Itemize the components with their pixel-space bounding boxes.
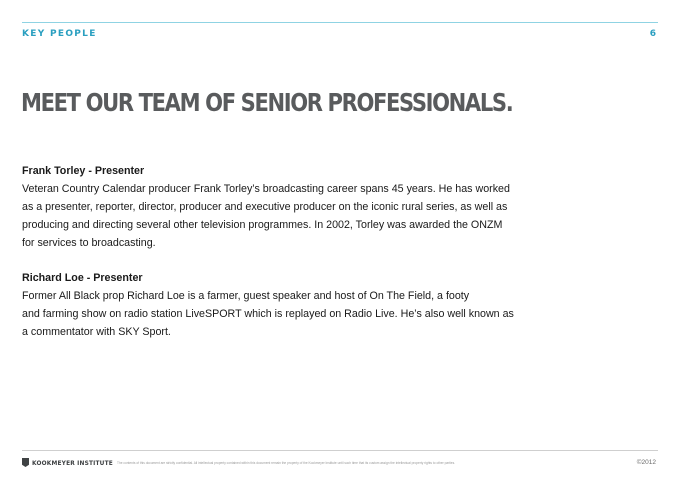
copyright: ©2012 <box>636 459 656 466</box>
page-number: 6 <box>649 29 656 39</box>
logo-text: KOOKMEYER INSTITUTE <box>32 458 113 467</box>
person-name: Richard Loe - Presenter <box>22 272 143 284</box>
footer-disclaimer: The contents of this document are strictly confidential. All intellectual property contained within this document remain the property of the Kookmeyer Institute until such time that its custom assign the intellectual property rights to other parties. <box>117 461 456 465</box>
person-entry-frank-torley <box>22 162 567 252</box>
page-headline: MEET OUR TEAM OF SENIOR PROFESSIONALS. <box>21 88 513 117</box>
footer-logo <box>22 458 122 467</box>
person-bio-line: and farming show on radio station LiveSPORT which is replayed on Radio Live. He’s also well known as <box>22 308 514 320</box>
person-bio-line: a commentator with SKY Sport. <box>22 326 171 338</box>
person-bio-line: for services to broadcasting. <box>22 237 156 249</box>
section-label: KEY PEOPLE <box>22 29 97 39</box>
person-name: Frank Torley - Presenter <box>22 165 145 177</box>
shield-icon <box>22 458 29 467</box>
person-bio-line: as a presenter, reporter, director, producer and executive producer on the iconic rural series, as well as <box>22 201 508 213</box>
person-bio-line: Veteran Country Calendar producer Frank Torley’s broadcasting career spans 45 years. He has worked <box>22 183 510 195</box>
person-bio-line: producing and directing several other television programmes. In 2002, Torley was awarded the ONZM <box>22 219 503 231</box>
person-entry-richard-loe <box>22 269 567 341</box>
header-divider <box>22 22 658 23</box>
footer-divider <box>22 450 658 451</box>
person-bio-line: Former All Black prop Richard Loe is a farmer, guest speaker and host of On The Field, a footy <box>22 290 470 302</box>
people-list <box>22 162 567 358</box>
